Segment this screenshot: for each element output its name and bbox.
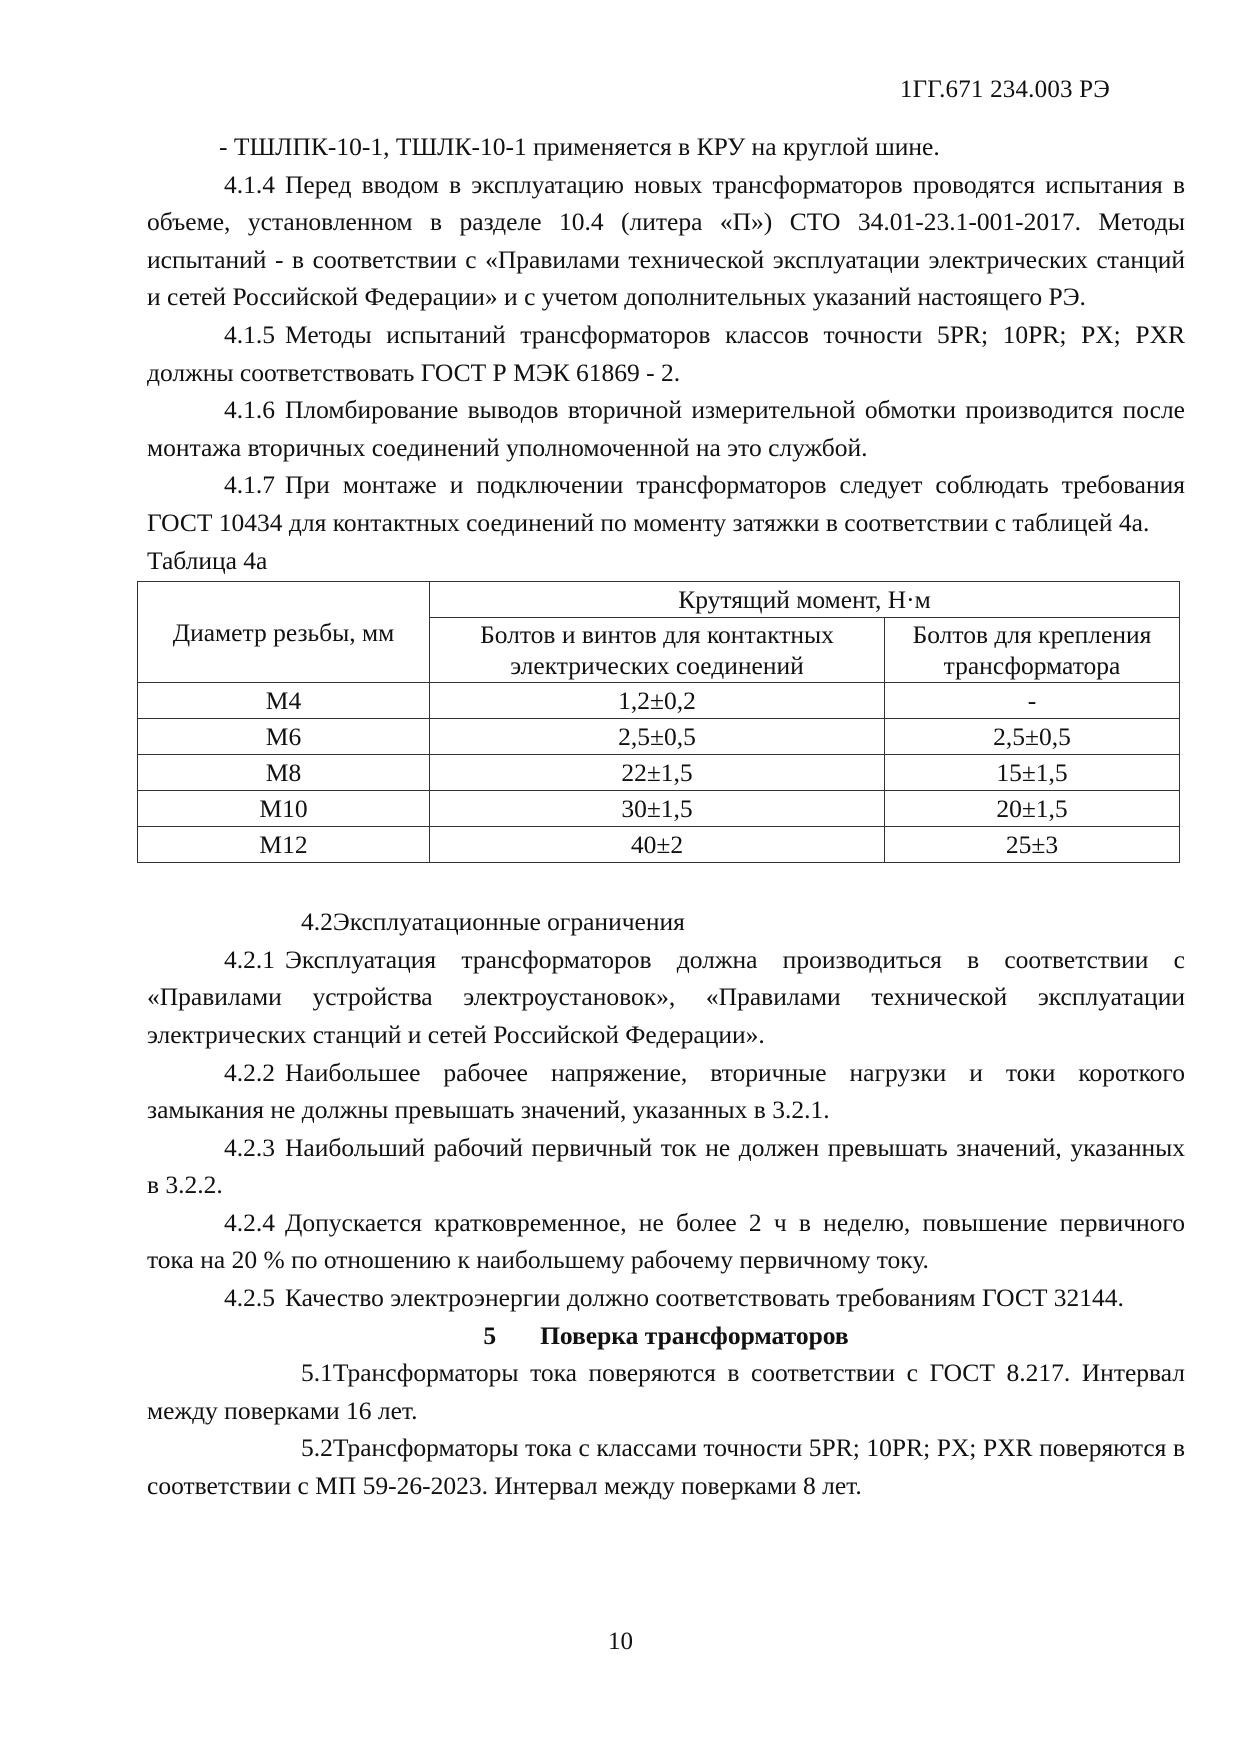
clause-text: Качество электроэнергии должно соответствовать требованиям ГОСТ 32144. xyxy=(285,1283,1124,1313)
table-caption: Таблица 4а xyxy=(147,545,268,575)
section-4-2-title xyxy=(147,903,1185,941)
document-code: 1ГГ.671 234.003 РЭ xyxy=(899,76,1110,103)
clause-text: Допускается кратковременное, не более 2 ч в неделю, повышение первичного тока на 20 % по отношению к наибольшему рабочему первичному току. xyxy=(147,1207,1185,1275)
cell-diameter: М12 xyxy=(138,827,430,863)
paragraph-4-2-3 xyxy=(147,1129,1185,1204)
paragraph-5-1 xyxy=(147,1354,1185,1429)
clause-number: 4.2.5 xyxy=(224,1283,275,1313)
spacer xyxy=(147,863,1185,903)
clause-number: 5.1 xyxy=(301,1358,333,1388)
table-row xyxy=(138,683,1180,719)
clause-number: 4.2.2 xyxy=(224,1057,275,1087)
paragraph-5-2 xyxy=(147,1429,1185,1504)
table-row xyxy=(138,719,1180,755)
section-title: Поверка трансформаторов xyxy=(540,1320,849,1350)
cell-diameter: М4 xyxy=(138,683,430,719)
clause-text: Трансформаторы тока с классами точности 5PR; 10PR; PX; PXR поверяются в соответствии с МП 59-26-2023. Интервал между поверками 8 лет. xyxy=(147,1433,1185,1501)
cell-diameter: М10 xyxy=(138,791,430,827)
cell-contact: 40±2 xyxy=(430,827,885,863)
paragraph-4-1-4 xyxy=(147,166,1185,316)
clause-text: Трансформаторы тока поверяются в соответствии с ГОСТ 8.217. Интервал между поверками 16 лет. xyxy=(147,1358,1185,1425)
paragraph-4-1-6 xyxy=(147,391,1185,466)
table-row xyxy=(138,755,1180,791)
cell-contact: 30±1,5 xyxy=(430,791,885,827)
clause-text: Наибольшее рабочее напряжение, вторичные нагрузки и токи короткого замыкания не должны превышать значений, указанных в 3.2.1. xyxy=(147,1057,1185,1125)
header-mount-bolts: Болтов для крепления трансформатора xyxy=(885,618,1180,683)
cell-mount: - xyxy=(885,683,1180,719)
clause-number: 4.1.4 xyxy=(224,169,275,199)
page-number: 10 xyxy=(608,1628,633,1655)
clause-text: Перед вводом в эксплуатацию новых трансформаторов проводятся испытания в объеме, установленном в разделе 10.4 (литера «П») СТО 34.01-23.1-001-2017. Методы испытаний - в соответствии с «Правилами технической эксплуатации электрических станций и сетей Российской Федерации» и с учетом дополнительных указаний настоящего РЭ. xyxy=(147,169,1185,312)
section-number: 5 xyxy=(483,1320,497,1350)
clause-text: Эксплуатация трансформаторов должна производиться в соответствии с «Правилами устройства электроустановок», «Правилами технической эксплуатации электрических станций и сетей Российской Федерации». xyxy=(147,944,1185,1049)
clause-number: 5.2 xyxy=(301,1433,333,1463)
torque-table xyxy=(137,581,1180,863)
clause-number: 4.2.4 xyxy=(224,1207,275,1237)
clause-text: Методы испытаний трансформаторов классов точности 5PR; 10PR; PX; PXR должны соответствовать ГОСТ Р МЭК 61869 - 2. xyxy=(147,319,1185,387)
cell-diameter: М8 xyxy=(138,755,430,791)
section-number: 4.2 xyxy=(301,907,333,937)
header-diameter: Диаметр резьбы, мм xyxy=(138,582,430,683)
cell-diameter: М6 xyxy=(138,719,430,755)
clause-number: 4.2.1 xyxy=(224,944,275,974)
clause-text: При монтаже и подключении трансформаторов следует соблюдать требования ГОСТ 10434 для контактных соединений по моменту затяжки в соответствии с таблицей 4а. xyxy=(147,470,1185,537)
table-header-row xyxy=(138,582,1180,618)
paragraph-4-2-1 xyxy=(147,941,1185,1054)
clause-text: Пломбирование выводов вторичной измерительной обмотки производится после монтажа вторичных соединений уполномоченной на это службой. xyxy=(147,395,1185,462)
header-contact-bolts: Болтов и винтов для контактных электрических соединений xyxy=(430,618,885,683)
table-row xyxy=(138,791,1180,827)
clause-number: 4.1.7 xyxy=(224,470,275,500)
paragraph-4-2-5 xyxy=(147,1279,1185,1317)
clause-text: Наибольший рабочий первичный ток не должен превышать значений, указанных в 3.2.2. xyxy=(147,1132,1185,1200)
cell-mount: 2,5±0,5 xyxy=(885,719,1180,755)
section-title: Эксплуатационные ограничения xyxy=(332,907,685,937)
clause-number: 4.1.5 xyxy=(224,319,275,349)
header-torque-group: Крутящий момент, Н·м xyxy=(430,582,1180,618)
document-body xyxy=(147,128,1185,1505)
clause-number: 4.1.6 xyxy=(224,395,275,425)
cell-mount: 25±3 xyxy=(885,827,1180,863)
paragraph-4-2-4 xyxy=(147,1204,1185,1279)
cell-contact: 2,5±0,5 xyxy=(430,719,885,755)
section-5-heading xyxy=(147,1317,1185,1355)
paragraph-4-2-2 xyxy=(147,1054,1185,1129)
clause-number: 4.2.3 xyxy=(224,1132,275,1162)
paragraph-4-1-5 xyxy=(147,316,1185,391)
cell-mount: 20±1,5 xyxy=(885,791,1180,827)
paragraph-4-1-7 xyxy=(147,466,1185,541)
table-row xyxy=(138,827,1180,863)
bullet-item: - ТШЛПК-10-1, ТШЛК-10-1 применяется в КРУ на круглой шине. xyxy=(219,132,940,161)
cell-contact: 22±1,5 xyxy=(430,755,885,791)
cell-contact: 1,2±0,2 xyxy=(430,683,885,719)
cell-mount: 15±1,5 xyxy=(885,755,1180,791)
